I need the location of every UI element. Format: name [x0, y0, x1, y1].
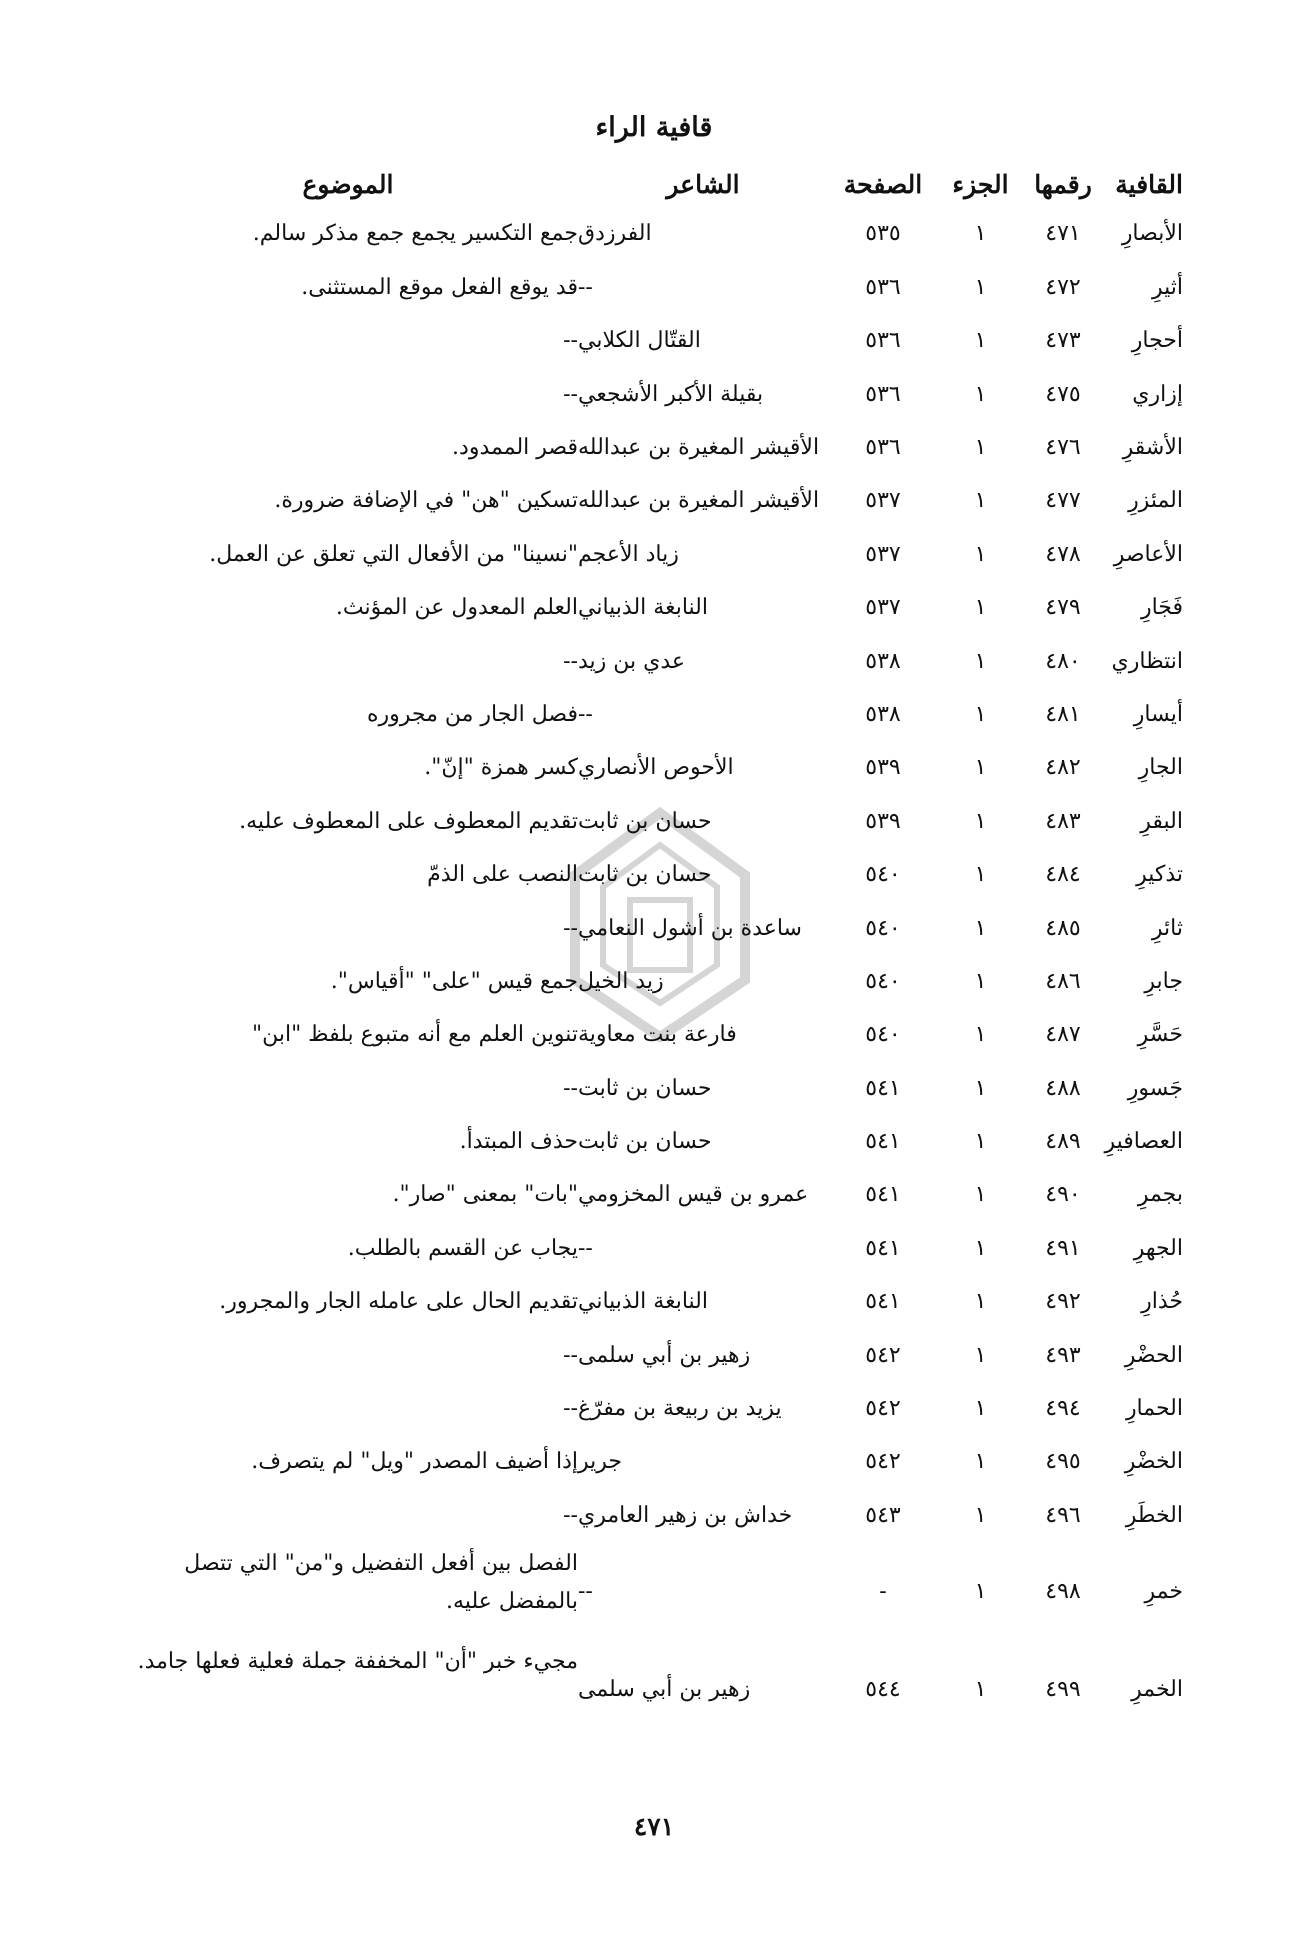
cell-rhyme: الأشقرِ — [1122, 435, 1183, 460]
cell-topic: -- — [563, 381, 578, 407]
cell-volume: ١ — [974, 541, 987, 567]
cell-number: ٤٨٢ — [1045, 755, 1081, 781]
cell-poet: حسان بن ثابت — [578, 1129, 712, 1155]
table-row — [118, 1489, 1183, 1542]
table-header-row — [118, 160, 1183, 208]
table-body — [118, 208, 1183, 1739]
table-row — [118, 1543, 1183, 1641]
cell-poet: حسان بن ثابت — [578, 808, 712, 834]
cell-page: ٥٣٨ — [865, 648, 901, 674]
cell-rhyme: الحمارِ — [1125, 1396, 1183, 1422]
cell-page: ٥٤١ — [865, 1289, 901, 1315]
cell-poet: ساعدة بن أشول النعامي — [578, 915, 802, 941]
table-row — [118, 1116, 1183, 1169]
cell-topic: -- — [563, 1342, 578, 1368]
cell-poet: بقيلة الأكبر الأشجعي — [578, 381, 764, 407]
cell-number: ٤٧٢ — [1045, 274, 1081, 300]
cell-poet: النابغة الذبياني — [578, 595, 708, 621]
cell-rhyme: تذكيرِ — [1136, 862, 1183, 888]
cell-page: ٥٣٧ — [865, 595, 901, 621]
cell-poet: -- — [578, 701, 593, 727]
cell-page: ٥٣٧ — [865, 541, 901, 567]
cell-number: ٤٩٩ — [1045, 1676, 1081, 1702]
cell-topic: قصر الممدود. — [452, 435, 578, 460]
cell-volume: ١ — [974, 968, 987, 994]
cell-volume: ١ — [974, 862, 987, 888]
cell-rhyme: البقرِ — [1140, 808, 1183, 834]
cell-topic: "نسينا" من الأفعال التي تعلق عن العمل. — [209, 541, 578, 567]
cell-volume: ١ — [974, 381, 987, 407]
cell-volume: ١ — [974, 701, 987, 727]
cell-volume: ١ — [974, 648, 987, 674]
table-row — [118, 635, 1183, 688]
cell-volume: ١ — [974, 1129, 987, 1155]
cell-number: ٤٨٦ — [1045, 968, 1081, 994]
table-row — [118, 261, 1183, 314]
cell-volume: ١ — [974, 328, 987, 354]
cell-page: ٥٤١ — [865, 1075, 901, 1101]
cell-topic: كسر همزة "إنّ". — [424, 755, 578, 781]
cell-topic: مجيء خبر "أن" المخففة جملة فعلية فعلها جامد. — [137, 1648, 578, 1674]
cell-number: ٤٨١ — [1045, 701, 1081, 727]
cell-rhyme: فَجَارِ — [1140, 595, 1183, 621]
cell-number: ٤٧٥ — [1045, 381, 1081, 407]
table-row — [118, 368, 1183, 421]
cell-volume: ١ — [974, 1235, 987, 1261]
cell-poet: جرير — [578, 1449, 622, 1475]
cell-topic: يجاب عن القسم بالطلب. — [347, 1235, 578, 1261]
cell-number: ٤٩٤ — [1045, 1396, 1081, 1422]
cell-poet: الفرزدق — [578, 221, 652, 247]
cell-number: ٤٧٩ — [1045, 595, 1081, 621]
page-number: ٤٧١ — [633, 1812, 675, 1841]
table-row — [118, 795, 1183, 848]
table-row — [118, 208, 1183, 261]
table-row — [118, 1641, 1183, 1739]
cell-volume: ١ — [974, 221, 987, 247]
cell-page: ٥٣٩ — [865, 808, 901, 834]
table-row — [118, 849, 1183, 902]
cell-number: ٤٩٥ — [1045, 1449, 1081, 1475]
cell-page: ٥٤١ — [865, 1182, 901, 1208]
header-poet: الشاعر — [666, 169, 740, 199]
cell-topic: الفصل بين أفعل التفضيل و"من" التي تتصل بالمفضل عليه. — [184, 1550, 578, 1615]
cell-volume: ١ — [974, 1182, 987, 1208]
cell-topic: جمع قيس "على" "أقياس". — [330, 968, 578, 994]
cell-page: ٥٤٠ — [865, 915, 901, 941]
cell-topic: -- — [563, 328, 578, 354]
cell-poet: الأقيشر المغيرة بن عبدالله — [578, 488, 820, 514]
cell-volume: ١ — [974, 488, 987, 514]
cell-page: ٥٤٢ — [865, 1342, 901, 1368]
cell-page: ٥٣٦ — [865, 381, 901, 407]
cell-poet: -- — [578, 1578, 593, 1604]
cell-rhyme: أحجارِ — [1131, 328, 1183, 354]
cell-topic: -- — [563, 648, 578, 674]
cell-poet: حسان بن ثابت — [578, 862, 712, 888]
header-number: رقمها — [1034, 169, 1092, 199]
cell-poet: عمرو بن قيس المخزومي — [578, 1182, 809, 1208]
cell-poet: حسان بن ثابت — [578, 1075, 712, 1101]
cell-page: ٥٣٦ — [865, 274, 901, 300]
header-topic: الموضوع — [302, 169, 394, 199]
cell-rhyme: الخضْرِ — [1124, 1449, 1183, 1475]
cell-page: ٥٤٢ — [865, 1449, 901, 1475]
cell-volume: ١ — [974, 1289, 987, 1315]
cell-number: ٤٩٦ — [1045, 1502, 1081, 1528]
cell-topic: "بات" بمعنى "صار". — [392, 1182, 578, 1208]
cell-rhyme: الخمرِ — [1131, 1676, 1183, 1702]
cell-volume: ١ — [974, 435, 987, 460]
cell-number: ٤٩٣ — [1045, 1342, 1081, 1368]
cell-poet: -- — [578, 1235, 593, 1261]
cell-number: ٤٨٧ — [1045, 1022, 1081, 1048]
cell-page: ٥٤١ — [865, 1235, 901, 1261]
cell-page: ٥٤٠ — [865, 1022, 901, 1048]
cell-volume: ١ — [974, 1676, 987, 1702]
cell-rhyme: إزاري — [1132, 381, 1183, 407]
cell-number: ٤٨٠ — [1045, 648, 1081, 674]
table-row — [118, 689, 1183, 742]
cell-volume: ١ — [974, 1396, 987, 1422]
cell-volume: ١ — [974, 1502, 987, 1528]
cell-poet: الأحوص الأنصاري — [578, 755, 734, 781]
cell-volume: ١ — [974, 915, 987, 941]
table-row — [118, 1009, 1183, 1062]
cell-page: ٥٤٤ — [865, 1676, 901, 1702]
table-row — [118, 1276, 1183, 1329]
cell-topic: تنوين العلم مع أنه متبوع بلفظ "ابن" — [251, 1022, 578, 1048]
cell-page: ٥٤٠ — [865, 968, 901, 994]
table-row — [118, 902, 1183, 955]
header-rhyme: القافية — [1115, 169, 1183, 199]
cell-number: ٤٩٠ — [1045, 1182, 1081, 1208]
cell-poet: خداش بن زهير العامري — [578, 1502, 793, 1528]
cell-number: ٤٧١ — [1045, 221, 1081, 247]
header-volume: الجزء — [952, 169, 1009, 199]
cell-poet: زياد الأعجم — [578, 541, 679, 567]
cell-topic: جمع التكسير يجمع جمع مذكر سالم. — [252, 221, 578, 247]
cell-poet: زهير بن أبي سلمى — [578, 1676, 751, 1702]
cell-page: ٥٣٦ — [865, 435, 901, 460]
cell-rhyme: الخطَرِ — [1125, 1502, 1183, 1528]
table-row — [118, 315, 1183, 368]
table-row — [118, 1329, 1183, 1382]
cell-rhyme: أيسارِ — [1133, 701, 1183, 727]
cell-number: ٤٨٨ — [1045, 1075, 1081, 1101]
cell-page: ٥٣٩ — [865, 755, 901, 781]
cell-poet: يزيد بن ربيعة بن مفرّغ — [578, 1396, 782, 1422]
cell-volume: ١ — [974, 755, 987, 781]
cell-topic: قد يوقع الفعل موقع المستثنى. — [301, 274, 578, 300]
cell-poet: فارعة بنت معاوية — [578, 1022, 737, 1048]
cell-rhyme: الأعاصرِ — [1113, 541, 1183, 567]
cell-rhyme: الحضْرِ — [1124, 1342, 1183, 1368]
cell-volume: ١ — [974, 1342, 987, 1368]
table-row — [118, 422, 1183, 475]
cell-volume: ١ — [974, 1022, 987, 1048]
cell-rhyme: جابرِ — [1144, 968, 1183, 994]
cell-poet: زيد الخيل — [578, 968, 664, 994]
cell-volume: ١ — [974, 274, 987, 300]
cell-rhyme: ثائرِ — [1151, 915, 1183, 941]
cell-number: ٤٧٧ — [1045, 488, 1081, 514]
table-row — [118, 1222, 1183, 1275]
table-row — [118, 582, 1183, 635]
cell-poet: زهير بن أبي سلمى — [578, 1342, 751, 1368]
cell-number: ٤٩٢ — [1045, 1289, 1081, 1315]
cell-poet: عدي بن زيد — [578, 648, 686, 674]
cell-page: ٥٣٥ — [865, 221, 901, 247]
cell-number: ٤٧٣ — [1045, 328, 1081, 354]
cell-rhyme: الجارِ — [1138, 755, 1183, 781]
cell-number: ٤٨٩ — [1045, 1129, 1081, 1155]
header-page: الصفحة — [843, 169, 923, 199]
table-row — [118, 1169, 1183, 1222]
cell-topic: تقديم المعطوف على المعطوف عليه. — [239, 808, 578, 834]
cell-poet: النابغة الذبياني — [578, 1289, 708, 1315]
cell-number: ٤٩١ — [1045, 1235, 1081, 1261]
cell-rhyme: المئزرِ — [1128, 488, 1183, 514]
cell-rhyme: بجمرِ — [1137, 1182, 1183, 1208]
cell-rhyme: الأبصارِ — [1121, 221, 1183, 247]
cell-rhyme: حُذارِ — [1141, 1289, 1183, 1315]
cell-rhyme: جَسورِ — [1127, 1075, 1183, 1101]
cell-topic: إذا أضيف المصدر "ويل" لم يتصرف. — [251, 1449, 578, 1475]
cell-topic: حذف المبتدأ. — [459, 1129, 578, 1155]
page-title: قافية الراء — [595, 112, 713, 143]
cell-page: ٥٤٠ — [865, 862, 901, 888]
cell-number: ٤٧٨ — [1045, 541, 1081, 567]
table-row — [118, 1062, 1183, 1115]
cell-topic: -- — [563, 1396, 578, 1422]
cell-number: ٤٩٨ — [1045, 1578, 1081, 1604]
cell-number: ٤٨٥ — [1045, 915, 1081, 941]
cell-topic: تسكين "هن" في الإضافة ضرورة. — [274, 488, 578, 514]
cell-page: ٥٤١ — [865, 1129, 901, 1155]
cell-number: ٤٨٤ — [1045, 862, 1081, 888]
cell-topic: العلم المعدول عن المؤنث. — [335, 595, 578, 621]
cell-rhyme: انتظاري — [1111, 648, 1183, 674]
cell-page: - — [879, 1578, 887, 1604]
table-row — [118, 475, 1183, 528]
cell-rhyme: حَسَّرِ — [1137, 1022, 1183, 1048]
table-row — [118, 742, 1183, 795]
cell-rhyme: أثيرِ — [1151, 274, 1183, 300]
cell-volume: ١ — [974, 1449, 987, 1475]
cell-page: ٥٤٣ — [865, 1502, 901, 1528]
cell-page: ٥٣٧ — [865, 488, 901, 514]
table-row — [118, 955, 1183, 1008]
cell-poet: الأقيشر المغيرة بن عبدالله — [578, 435, 820, 460]
cell-rhyme: العصافيرِ — [1104, 1129, 1183, 1155]
cell-poet: -- — [578, 274, 593, 300]
cell-topic: -- — [563, 1075, 578, 1101]
cell-topic: -- — [563, 1502, 578, 1528]
cell-volume: ١ — [974, 1578, 987, 1604]
table-row — [118, 1383, 1183, 1436]
cell-page: ٥٣٦ — [865, 328, 901, 354]
cell-topic: النصب على الذمّ — [427, 862, 578, 888]
cell-volume: ١ — [974, 808, 987, 834]
table-row — [118, 528, 1183, 581]
cell-poet: القتّال الكلابي — [578, 328, 701, 354]
cell-volume: ١ — [974, 1075, 987, 1101]
table-row — [118, 1436, 1183, 1489]
cell-topic: -- — [563, 915, 578, 941]
cell-page: ٥٣٨ — [865, 701, 901, 727]
cell-rhyme: خمرِ — [1144, 1578, 1183, 1604]
cell-page: ٥٤٢ — [865, 1396, 901, 1422]
cell-number: ٤٧٦ — [1045, 435, 1081, 460]
cell-volume: ١ — [974, 595, 987, 621]
cell-number: ٤٨٣ — [1045, 808, 1081, 834]
rhyme-index-table — [118, 160, 1183, 1739]
cell-rhyme: الجهرِ — [1133, 1235, 1183, 1261]
cell-topic: تقديم الحال على عامله الجار والمجرور. — [219, 1289, 578, 1315]
cell-topic: فصل الجار من مجروره — [366, 701, 578, 727]
